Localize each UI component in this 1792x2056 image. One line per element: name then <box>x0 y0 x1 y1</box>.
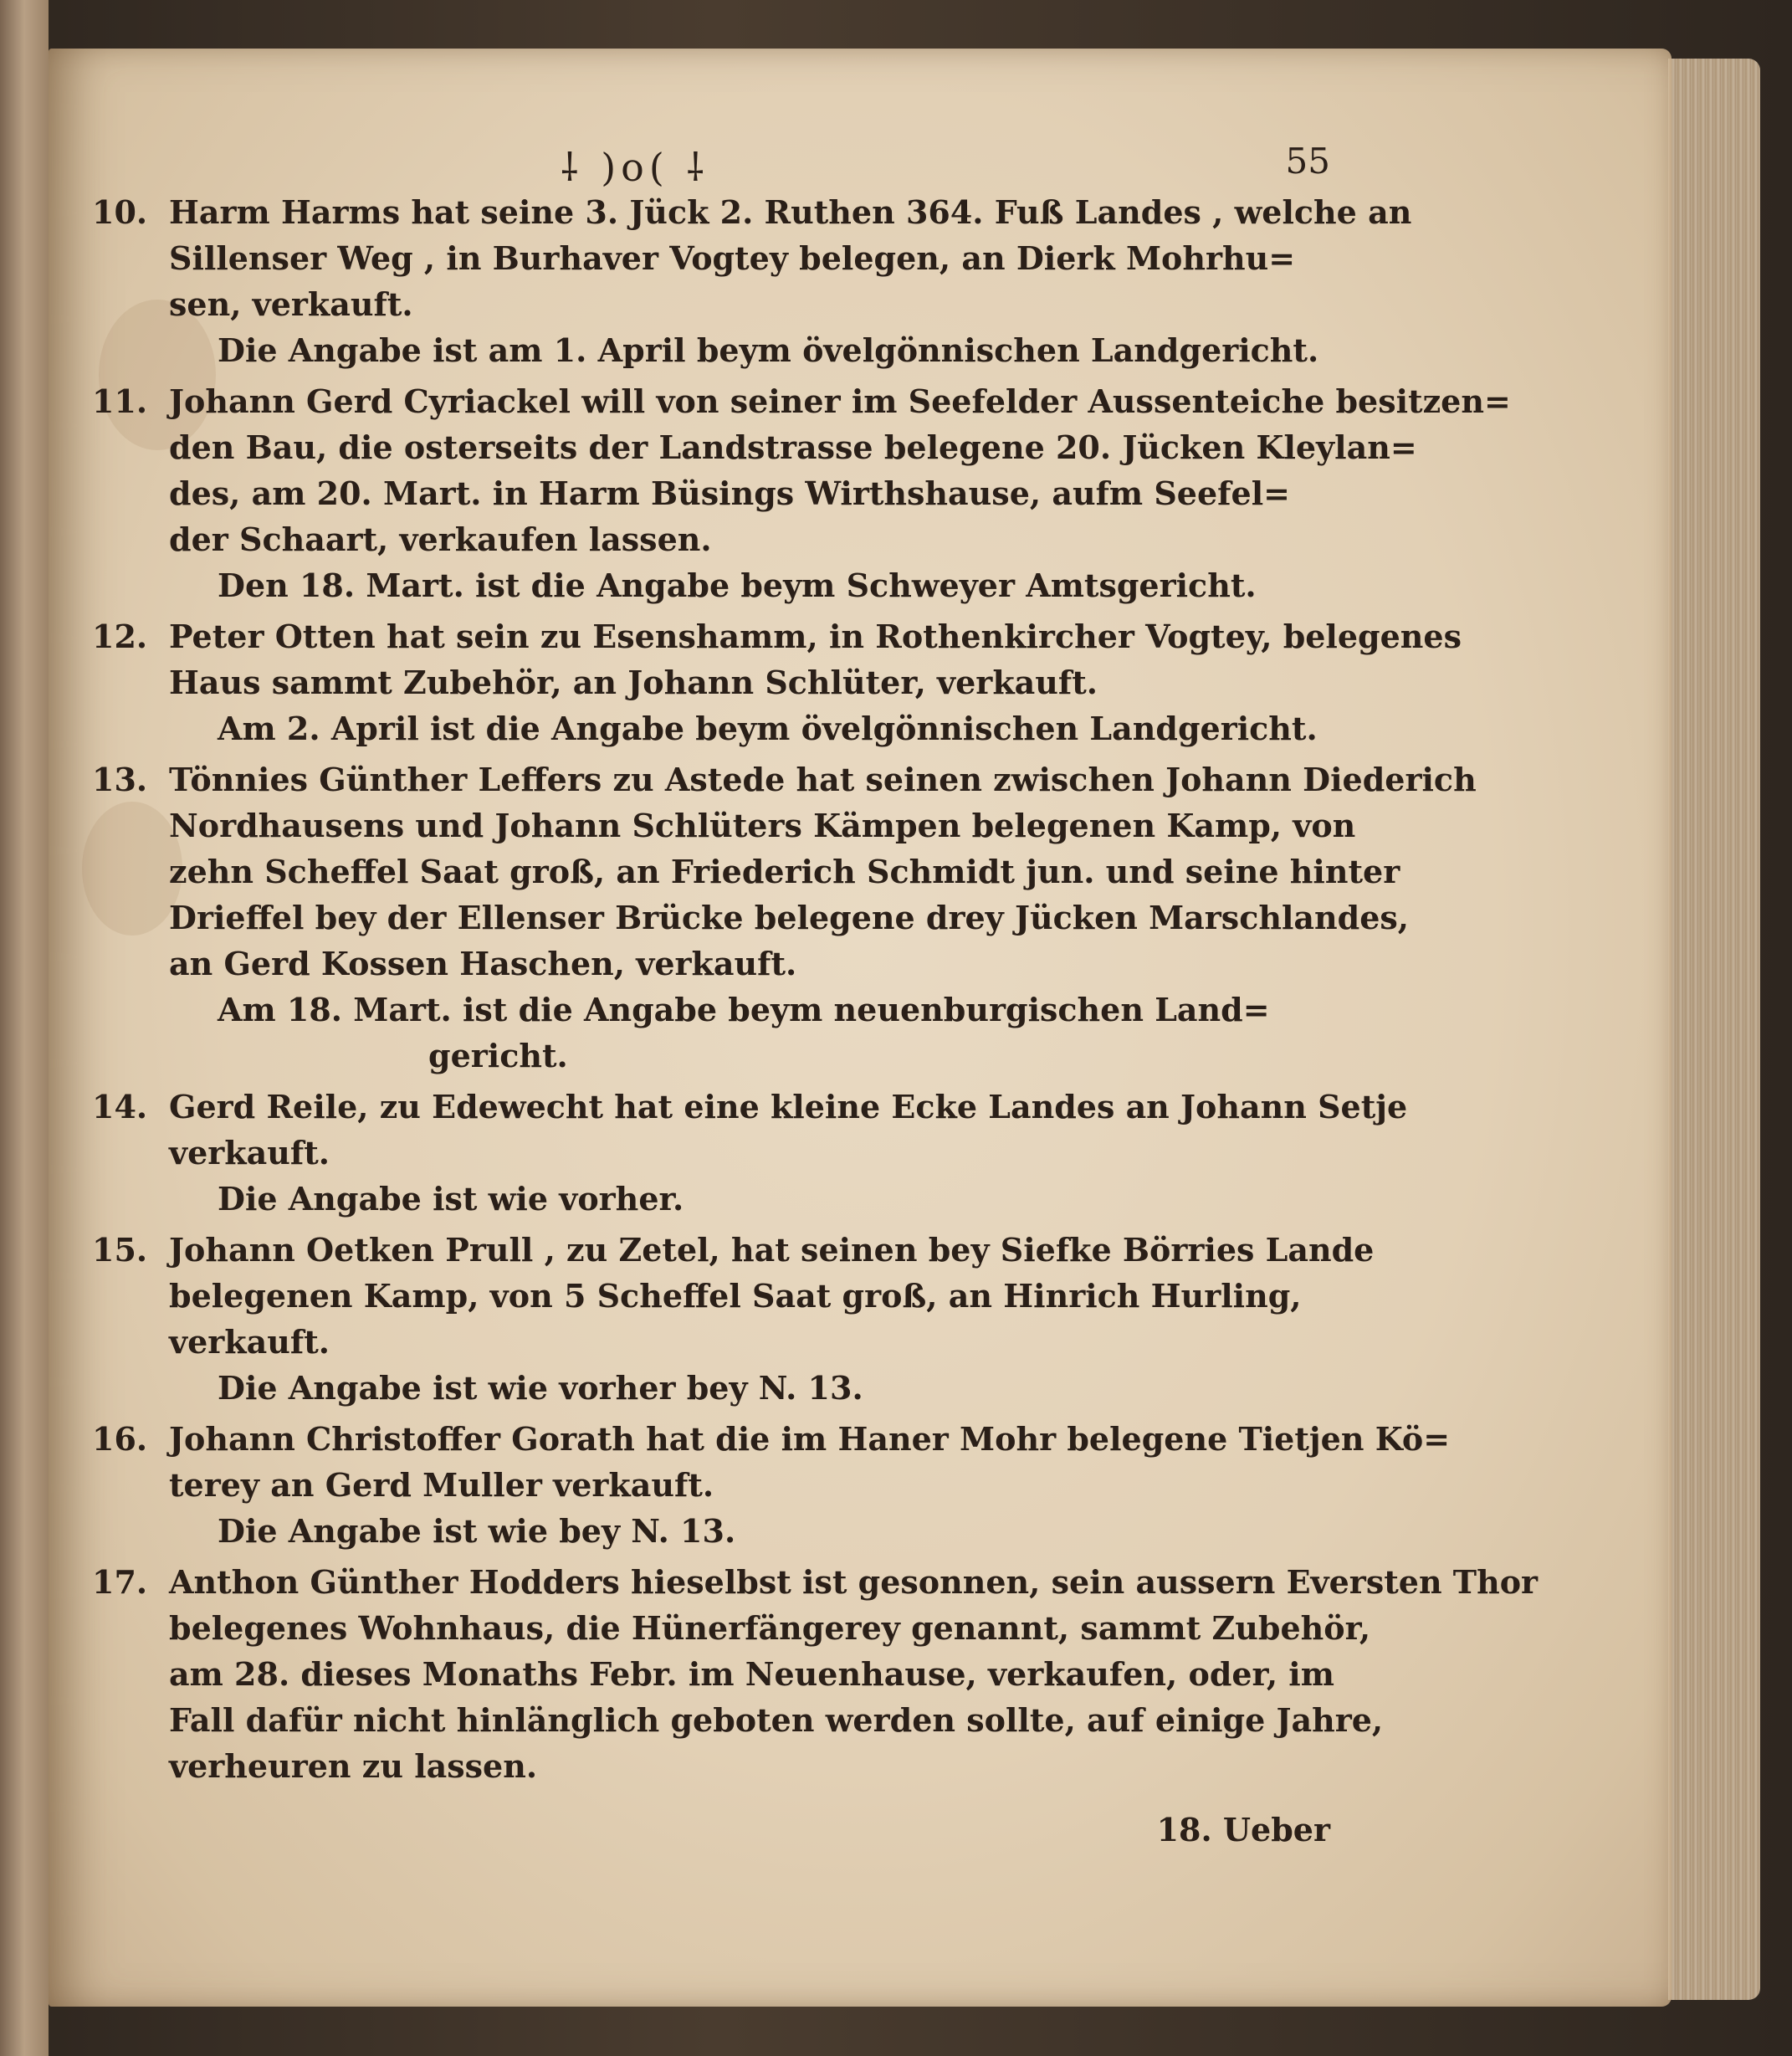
text-line: der Schaart, verkaufen lassen. <box>169 520 712 558</box>
page-text <box>92 134 1539 1861</box>
entry-number: 11. <box>92 382 148 420</box>
list-item <box>92 378 1511 608</box>
text-line: belegenen Kamp, von 5 Scheffel Saat groß, an Hinrich Hurling, <box>169 1277 1302 1315</box>
text-line: am 28. dieses Monaths Febr. im Neuenhause, verkaufen, oder, im <box>169 1655 1334 1693</box>
entry-number: 12. <box>92 618 148 655</box>
page-header <box>92 134 1330 189</box>
text-line: zehn Scheffel Saat groß, an Friederich Schmidt jun. und seine hinter <box>169 853 1400 890</box>
entry-text <box>169 1416 1451 1554</box>
previous-page-edge <box>0 0 49 2056</box>
text-line: belegenes Wohnhaus, die Hünerfängerey genannt, sammt Zubehör, <box>169 1609 1371 1647</box>
entry-number: 16. <box>92 1420 148 1458</box>
list-item <box>92 756 1477 1079</box>
entry-text <box>169 1559 1539 1789</box>
text-line: an Gerd Kossen Haschen, verkauft. <box>169 945 797 982</box>
list-item <box>92 1559 1539 1789</box>
text-line: Anthon Günther Hodders hieselbst ist gesonnen, sein aussern Eversten Thor <box>169 1563 1539 1601</box>
entry-note: gericht. <box>428 1037 568 1074</box>
entry-note: Die Angabe ist wie vorher bey N. 13. <box>218 1369 863 1407</box>
entry-text <box>169 1084 1408 1222</box>
text-line: sen, verkauft. <box>169 285 413 323</box>
text-line: Drieffel bey der Ellenser Brücke belegene drey Jücken Marschlandes, <box>169 899 1410 936</box>
list-item <box>92 1084 1408 1222</box>
entry-text <box>169 189 1412 373</box>
list-item <box>92 1416 1451 1554</box>
entry-text <box>169 613 1462 751</box>
entry-note: Die Angabe ist am 1. April beym övelgönnischen Landgericht. <box>218 331 1319 369</box>
text-line: Haus sammt Zubehör, an Johann Schlüter, verkauft. <box>169 664 1098 701</box>
text-line: Johann Oetken Prull , zu Zetel, hat seinen bey Siefke Börries Lande <box>169 1231 1375 1269</box>
entry-note: Am 18. Mart. ist die Angabe beym neuenburgischen Land= <box>218 991 1270 1028</box>
entry-note: Die Angabe ist wie bey N. 13. <box>218 1512 736 1550</box>
entry-note: Am 2. April ist die Angabe beym övelgönnischen Landgericht. <box>218 710 1318 747</box>
entry-note: Die Angabe ist wie vorher. <box>218 1180 684 1218</box>
text-line: Peter Otten hat sein zu Esenshamm, in Rothenkircher Vogtey, belegenes <box>169 618 1462 655</box>
text-line: Nordhausens und Johann Schlüters Kämpen belegenen Kamp, von <box>169 807 1356 844</box>
entry-number: 10. <box>92 193 148 231</box>
catchword: 18. Ueber <box>1156 1811 1330 1848</box>
page-number: 55 <box>1285 141 1330 182</box>
text-line: Johann Christoffer Gorath hat die im Haner Mohr belegene Tietjen Kö= <box>169 1420 1451 1458</box>
text-line: Gerd Reile, zu Edewecht hat eine kleine Ecke Landes an Johann Setje <box>169 1088 1408 1125</box>
text-line: des, am 20. Mart. in Harm Büsings Wirthshause, aufm Seefel= <box>169 474 1290 512</box>
list-item <box>92 613 1462 751</box>
text-line: Sillenser Weg , in Burhaver Vogtey belegen, an Dierk Mohrhu= <box>169 239 1296 277</box>
list-item <box>92 1227 1375 1411</box>
text-line: verheuren zu lassen. <box>169 1747 538 1785</box>
text-line: Fall dafür nicht hinlänglich geboten werden sollte, auf einige Jahre, <box>169 1701 1384 1739</box>
text-line: Harm Harms hat seine 3. Jück 2. Ruthen 364. Fuß Landes , welche an <box>169 193 1412 231</box>
entry-text <box>169 1227 1375 1411</box>
entry-text <box>169 378 1511 608</box>
text-line: verkauft. <box>169 1134 330 1172</box>
text-line: terey an Gerd Muller verkauft. <box>169 1466 714 1504</box>
list-item <box>92 189 1412 373</box>
entry-number: 13. <box>92 761 148 798</box>
entry-text <box>169 756 1477 1079</box>
text-line: Johann Gerd Cyriackel will von seiner im Seefelder Aussenteiche besitzen= <box>169 382 1511 420</box>
text-line: Tönnies Günther Leffers zu Astede hat seinen zwischen Johann Diederich <box>169 761 1477 798</box>
entry-number: 17. <box>92 1563 148 1601</box>
text-line: verkauft. <box>169 1323 330 1361</box>
page-stack-edges <box>1668 59 1760 2000</box>
entry-number: 15. <box>92 1231 148 1269</box>
text-line: den Bau, die osterseits der Landstrasse belegene 20. Jücken Kleylan= <box>169 428 1417 466</box>
header-ornament: ⸸ )o( ⸸ <box>561 145 709 190</box>
entry-number: 14. <box>92 1088 148 1125</box>
entry-note: Den 18. Mart. ist die Angabe beym Schweyer Amtsgericht. <box>218 567 1257 604</box>
